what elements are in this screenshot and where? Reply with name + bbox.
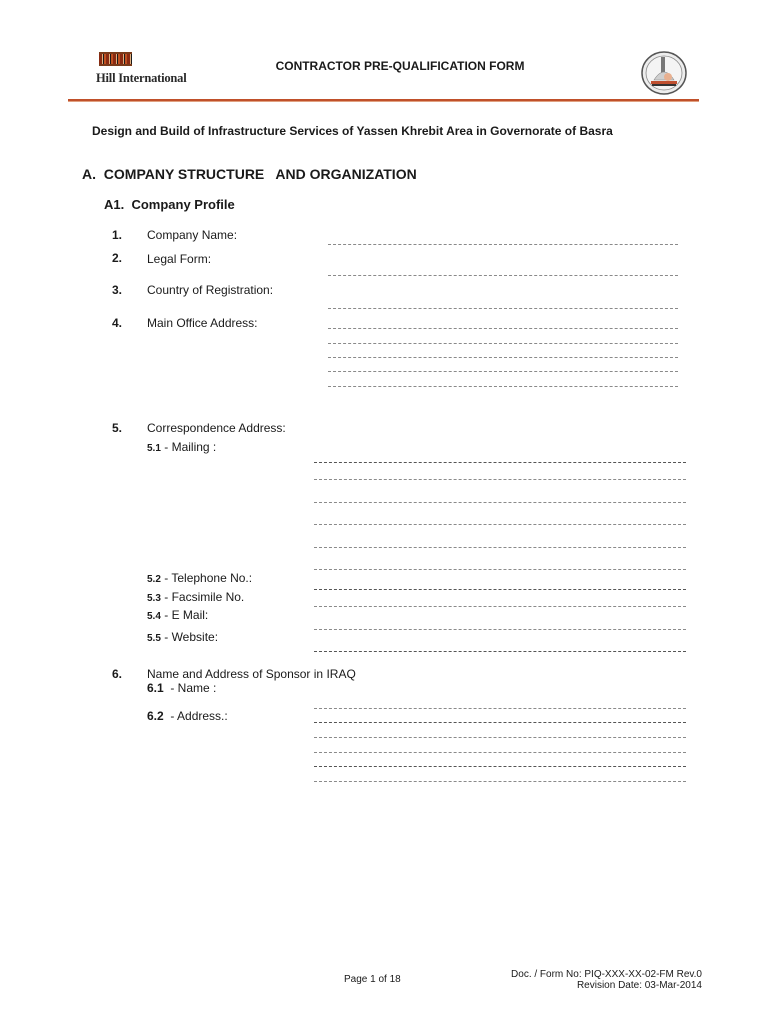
sponsor-address-field-line-3[interactable] (314, 752, 686, 753)
sub-item-label: - Website: (160, 630, 219, 644)
sub-item-number: 6.1 (147, 681, 164, 695)
project-subtitle: Design and Build of Infrastructure Services of Yassen Khrebit Area in Governorate of Basra (92, 124, 613, 138)
mailing-field-line-5[interactable] (314, 547, 686, 548)
mailing-label (147, 440, 216, 454)
sub-item-number: 6.2 (147, 709, 164, 723)
item-number: 1. (112, 228, 123, 242)
mailing-field-line-6[interactable] (314, 569, 686, 570)
mailing-field-line-3[interactable] (314, 502, 686, 503)
page-number: Page 1 of 18 (344, 974, 401, 985)
form-number: Doc. / Form No: PIQ-XXX-XX-02-FM Rev.0 (511, 969, 702, 980)
item-number: 5. (112, 421, 123, 435)
sponsor-label: Name and Address of Sponsor in IRAQ (147, 667, 356, 681)
subsection-title: A1. Company Profile (104, 197, 235, 212)
telephone-label (147, 571, 252, 585)
sub-item-label: - Name : (163, 681, 217, 695)
website-label (147, 630, 218, 644)
revision-date: Revision Date: 03-Mar-2014 (576, 980, 702, 991)
mailing-field-line-1[interactable] (314, 462, 686, 463)
sub-item-number: 5.4 (147, 611, 161, 622)
country-of-registration-label: Country of Registration: (147, 283, 274, 297)
email-field[interactable] (314, 629, 686, 630)
facsimile-label (147, 590, 244, 604)
header-divider (68, 99, 699, 102)
telephone-field[interactable] (314, 589, 686, 590)
mailing-field-line-4[interactable] (314, 524, 686, 525)
item-number: 4. (112, 316, 123, 330)
section-title: A. COMPANY STRUCTURE AND ORGANIZATION (82, 166, 417, 182)
sub-item-number: 5.2 (147, 574, 161, 585)
item-number: 3. (112, 283, 123, 297)
item-number: 2. (112, 251, 123, 265)
logo-text: Hill International (96, 71, 187, 85)
main-office-address-field-line-2[interactable] (328, 343, 678, 344)
sponsor-address-field-line-4[interactable] (314, 766, 686, 767)
main-office-address-label: Main Office Address: (147, 316, 258, 330)
legal-form-label: Legal Form: (147, 252, 212, 266)
main-office-address-field-line-1[interactable] (328, 328, 678, 329)
sponsor-name-label (147, 681, 216, 695)
sponsor-name-field[interactable] (314, 708, 686, 709)
sub-item-number: 5.3 (147, 593, 161, 604)
main-office-address-field-line-3[interactable] (328, 357, 678, 358)
sub-item-label: - Telephone No.: (160, 571, 253, 585)
sub-item-label: - E Mail: (160, 608, 209, 622)
legal-form-field[interactable] (328, 275, 678, 276)
facsimile-field[interactable] (314, 606, 686, 607)
sub-item-label: - Address.: (163, 709, 228, 723)
main-office-address-field-line-5[interactable] (328, 386, 678, 387)
correspondence-address-label: Correspondence Address: (147, 421, 286, 435)
sub-item-label: - Facsimile No. (160, 590, 245, 604)
sponsor-address-field-line-1[interactable] (314, 722, 686, 723)
sub-item-number: 5.1 (147, 443, 161, 454)
item-number: 6. (112, 667, 123, 681)
sub-item-label: - Mailing : (160, 440, 217, 454)
main-office-address-field-line-4[interactable] (328, 371, 678, 372)
sponsor-address-label (147, 709, 228, 723)
sponsor-address-field-line-2[interactable] (314, 737, 686, 738)
mailing-field-line-2[interactable] (314, 479, 686, 480)
email-label (147, 608, 208, 622)
governorate-seal-icon (640, 50, 688, 96)
document-info (480, 969, 702, 991)
sponsor-address-field-line-5[interactable] (314, 781, 686, 782)
sub-item-number: 5.5 (147, 633, 161, 644)
website-field[interactable] (314, 651, 686, 652)
form-title: CONTRACTOR PRE-QUALIFICATION FORM (275, 59, 525, 73)
company-name-field[interactable] (328, 244, 678, 245)
company-name-label: Company Name: (147, 228, 238, 242)
country-of-registration-field[interactable] (328, 308, 678, 309)
